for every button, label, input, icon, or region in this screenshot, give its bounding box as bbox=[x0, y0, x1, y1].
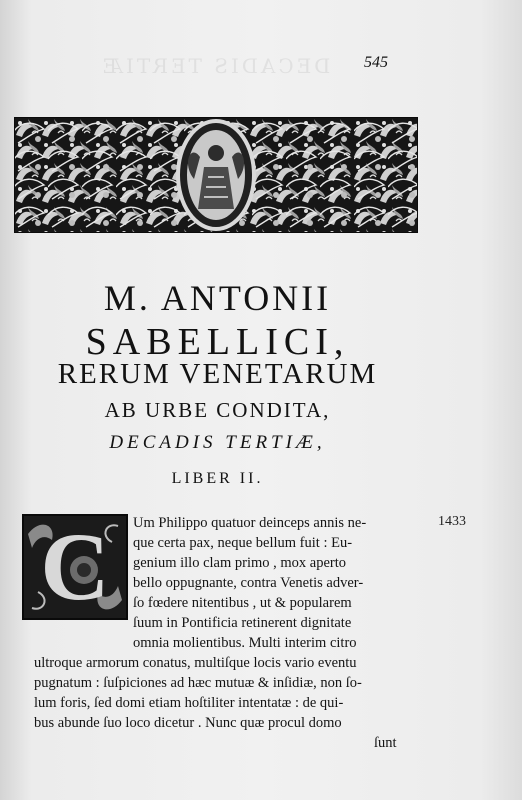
work-title-line: RERUM VENETARUM bbox=[57, 358, 378, 390]
author-name-line: M. ANTONII bbox=[103, 278, 332, 318]
text-line: lum foris, ſed domi etiam hoſtiliter intentatæ : de qui- bbox=[34, 695, 344, 711]
catchword: ſunt bbox=[374, 735, 397, 751]
text-line: ſo fœdere nitentibus , ut & popularem bbox=[133, 595, 352, 611]
page-number: 545 bbox=[364, 54, 388, 71]
initial-letter: C bbox=[40, 513, 110, 620]
bleed-through-heading: DECADIS TERTIÆ bbox=[100, 54, 331, 78]
text-line: pugnatum : ſuſpiciones ad hæc mutuæ & inſidiæ, non ſo- bbox=[34, 675, 362, 691]
margin-year-note: 1433 bbox=[438, 514, 466, 529]
text-line: genium illo clam primo , mox aperto bbox=[133, 555, 347, 571]
text-line: Um Philippo quatuor deinceps annis ne- bbox=[133, 515, 367, 531]
author-surname-line: SABELLICI, bbox=[85, 321, 350, 363]
text-line: bello oppugnante, contra Venetis adver- bbox=[133, 575, 364, 591]
headpiece-ornament-icon bbox=[14, 117, 418, 233]
text-line: bus abunde ſuo loco dicetur . Nunc quæ procul domo bbox=[34, 715, 342, 731]
ornamental-initial-icon bbox=[22, 514, 128, 620]
text-line: ultroque armorum conatus, multiſque locis vario eventu bbox=[34, 655, 357, 671]
text-line: ſuum in Pontificia retinerent dignitate bbox=[133, 615, 352, 631]
text-line: que certa pax, neque bellum fuit : Eu- bbox=[133, 535, 353, 551]
book-number: LIBER II. bbox=[171, 470, 264, 487]
subtitle-line: AB URBE CONDITA, bbox=[104, 398, 331, 422]
decade-line: DECADIS TERTIÆ, bbox=[109, 432, 326, 453]
text-line: omnia molientibus. Multi interim citro bbox=[133, 635, 357, 651]
